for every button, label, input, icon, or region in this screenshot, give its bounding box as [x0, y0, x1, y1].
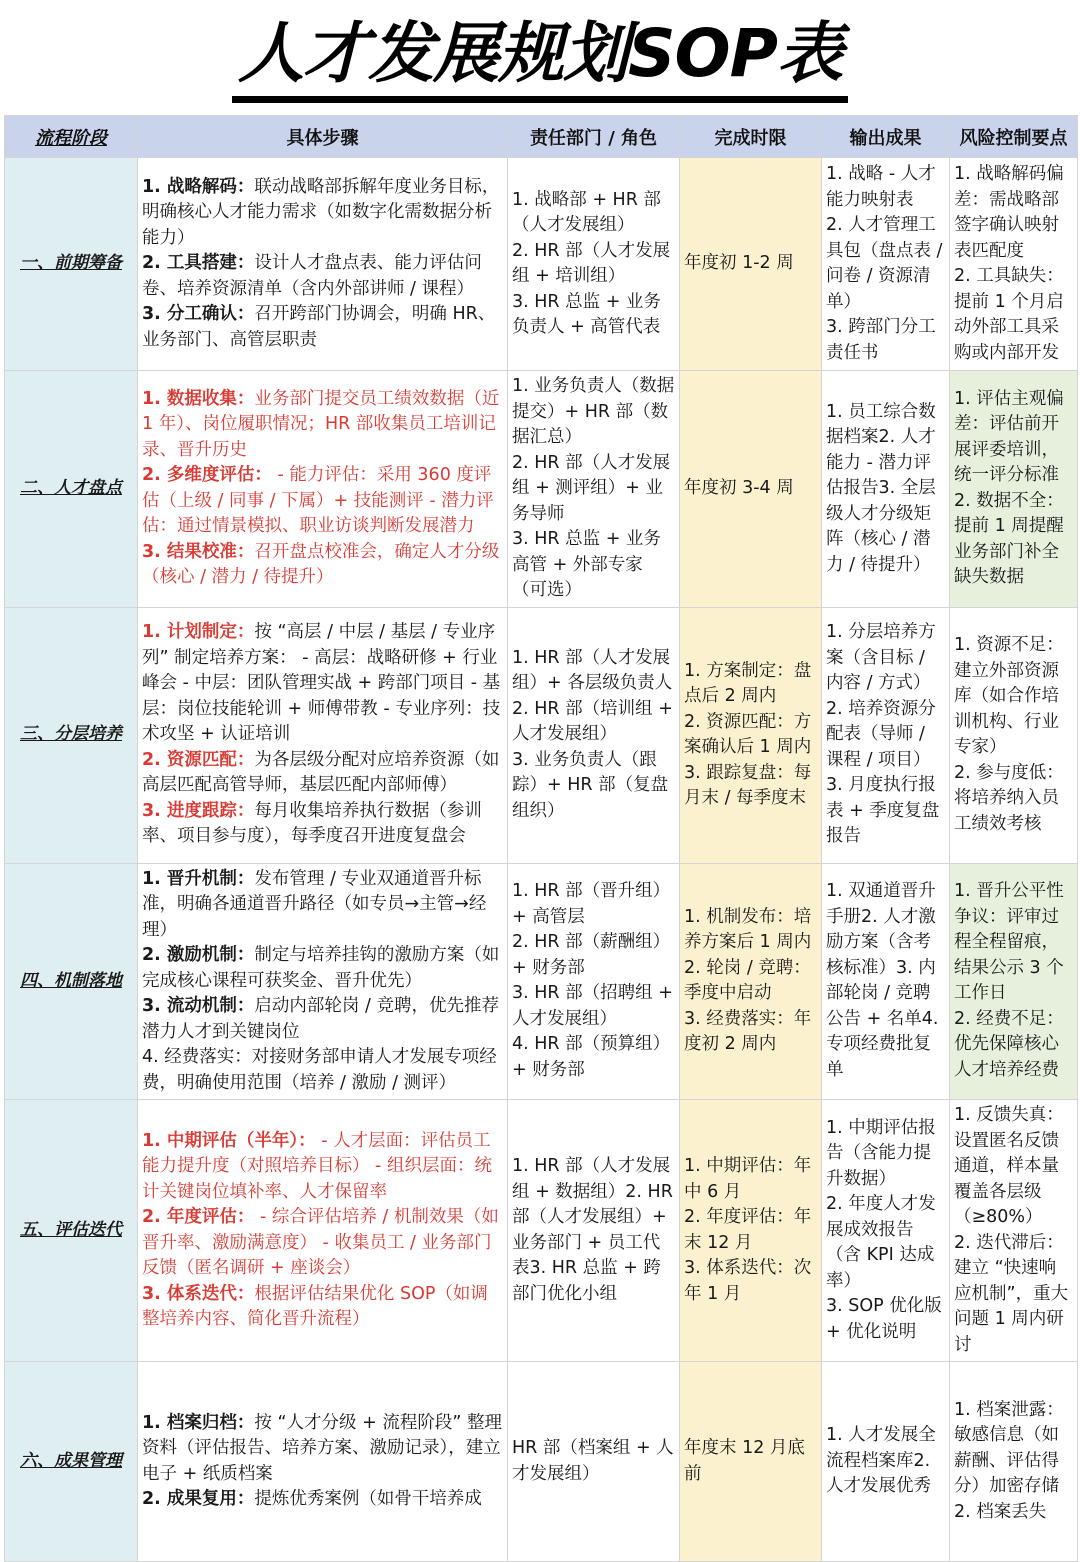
steps-cell: [138, 1100, 508, 1362]
risk-cell: [950, 158, 1078, 371]
step-item: [142, 1045, 503, 1096]
risk-item: 1. 档案泄露：敏感信息（如薪酬、评估得分）加密存储: [954, 1399, 1064, 1497]
time-item: 1. 中期评估：年中 6 月: [684, 1156, 812, 1202]
stage-cell: 一、前期筹备: [5, 158, 138, 371]
time-item: 3. 跟踪复盘：每月末 / 每季度末: [684, 762, 812, 808]
dept-cell: [508, 1362, 680, 1562]
table-row: [5, 371, 1078, 608]
risk-cell: [950, 607, 1078, 863]
step-text: 4. 经费落实：对接财务部申请人才发展专项经费，明确使用范围（培养 / 激励 / 测评）: [142, 1047, 497, 1093]
time-item: 1. 方案制定：盘点后 2 周内: [684, 660, 812, 706]
risk-cell: [950, 1362, 1078, 1562]
stage-cell: 五、评估迭代: [5, 1100, 138, 1362]
steps-cell: [138, 607, 508, 863]
dept-item: 2. HR 部（人才发展组 + 培训组）: [512, 240, 671, 286]
step-text: 启动内部轮岗 / 竞聘，优先推荐潜力人才到关键岗位: [142, 996, 499, 1042]
step-text: - 综合评估培养 / 机制效果（如晋升率、激励满意度） - 收集员工 / 业务部门反馈（匿名调研 + 座谈会）: [142, 1207, 499, 1278]
step-text: - 能力评估：采用 360 度评估（上级 / 同事 / 下属）+ 技能测评 - 潜力评估：通过情景模拟、职业访谈判断发展潜力: [142, 465, 494, 537]
time-item: 3. 经费落实：年度初 2 周内: [684, 1008, 812, 1055]
output-item: 1. 人才发展全流程档案库2. 人才发展优秀: [826, 1425, 936, 1497]
step-item: [142, 1411, 503, 1488]
risk-item: 1. 评估主观偏差：评估前开展评委培训，统一评分标准: [954, 388, 1064, 486]
output-item: 3. 跨部门分工责任书: [826, 317, 936, 363]
dept-cell: [508, 607, 680, 863]
steps-cell: [138, 1362, 508, 1562]
risk-item: 2. 档案丢失: [954, 1501, 1047, 1522]
dept-item: HR 部（档案组 + 人才发展组）: [512, 1438, 674, 1484]
header-risk: 风险控制要点: [950, 116, 1078, 158]
dept-cell: [508, 371, 680, 608]
time-item: 2. 资源匹配：方案确认后 1 周内: [684, 711, 812, 757]
stage-cell: 二、人才盘点: [5, 371, 138, 608]
step-item: [142, 540, 503, 591]
header-dept: 责任部门 / 角色: [508, 116, 680, 158]
steps-cell: [138, 158, 508, 371]
risk-cell: [950, 1100, 1078, 1362]
time-cell: [680, 371, 822, 608]
dept-item: 2. HR 部（人才发展组 + 测评组）+ 业务导师: [512, 452, 671, 524]
dept-item: 2. HR 部（培训组 + 人才发展组）: [512, 698, 673, 745]
time-item: 年度初 3-4 周: [684, 478, 794, 498]
dept-item: 3. HR 总监 + 业务负责人 + 高管代表: [512, 291, 661, 337]
step-item: [142, 1129, 503, 1206]
step-item: [142, 251, 503, 302]
output-cell: [822, 1362, 950, 1562]
step-item: [142, 748, 503, 799]
header-stage: 流程阶段: [5, 116, 138, 158]
output-item: 2. 人才管理工具包（盘点表 / 问卷 / 资源清单）: [826, 215, 943, 312]
output-cell: [822, 1100, 950, 1362]
step-label: 2. 工具搭建：: [142, 253, 255, 274]
header-row: [5, 116, 1078, 158]
output-cell: [822, 371, 950, 608]
stage-cell: 四、机制落地: [5, 863, 138, 1100]
step-text: 按 “高层 / 中层 / 基层 / 专业序列” 制定培养方案： - 高层：战略研修 + 行业峰会 - 中层：团队管理实战 + 跨部门项目 - 基层：岗位技能轮训 + 师傅带教 - 专业序列：技术攻坚 + 认证培训: [142, 622, 501, 745]
time-item: 年度初 1-2 周: [684, 253, 794, 274]
step-item: [142, 994, 503, 1045]
header-time: 完成时限: [680, 116, 822, 158]
output-item: 1. 中期评估报告（含能力提升数据）: [826, 1117, 936, 1189]
step-item: [142, 1487, 503, 1513]
step-label: 1. 中期评估（半年）：: [142, 1130, 316, 1151]
output-item: 1. 分层培养方案（含目标 / 内容 / 方式）: [826, 622, 936, 694]
step-label: 3. 结果校准：: [142, 541, 255, 562]
time-cell: [680, 1362, 822, 1562]
stage-cell: 三、分层培养: [5, 607, 138, 863]
risk-item: 2. 参与度低：将培养纳入员工绩效考核: [954, 762, 1064, 834]
dept-cell: [508, 158, 680, 371]
time-item: 2. 轮岗 / 竞聘：季度中启动: [684, 957, 811, 1004]
dept-cell: [508, 863, 680, 1100]
step-item: [142, 799, 503, 850]
output-item: 3. SOP 优化版 + 优化说明: [826, 1296, 942, 1342]
step-label: 2. 年度评估：: [142, 1207, 255, 1227]
risk-cell: [950, 863, 1078, 1100]
risk-item: 2. 经费不足：优先保障核心人才培养经费: [954, 1008, 1064, 1080]
table-body: [5, 158, 1078, 1562]
step-label: 1. 战略解码：: [142, 176, 255, 197]
step-item: [142, 302, 503, 353]
time-cell: [680, 607, 822, 863]
step-text: 召开盘点校准会，确定人才分级（核心 / 潜力 / 待提升）: [142, 541, 500, 588]
step-label: 1. 数据收集：: [142, 388, 255, 409]
header-steps: 具体步骤: [138, 116, 508, 158]
output-cell: [822, 607, 950, 863]
output-item: 1. 战略 - 人才能力映射表: [826, 164, 936, 210]
step-label: 3. 分工确认：: [142, 304, 255, 325]
step-text: 提炼优秀案例（如骨干培养成: [254, 1489, 482, 1509]
step-item: [142, 463, 503, 540]
step-label: 1. 晋升机制：: [142, 868, 255, 889]
table-row: [5, 158, 1078, 371]
output-cell: [822, 863, 950, 1100]
step-text: 为各层级分配对应培养资源（如高层匹配高管导师，基层匹配内部师傅）: [142, 749, 500, 796]
risk-item: 2. 数据不全：提前 1 周提醒业务部门补全缺失数据: [954, 490, 1064, 588]
risk-item: 1. 晋升公平性争议：评审过程全程留痕，结果公示 3 个工作日: [954, 881, 1064, 1004]
step-label: 2. 资源匹配：: [142, 749, 255, 770]
steps-cell: [138, 863, 508, 1100]
output-item: 2. 年度人才发展成效报告（含 KPI 达成率）: [826, 1194, 936, 1291]
dept-item: 1. 战略部 + HR 部（人才发展组）: [512, 189, 661, 235]
step-text: 每月收集培养执行数据（参训率、项目参与度），每季度召开进度复盘会: [142, 800, 482, 847]
step-item: [142, 1205, 503, 1282]
step-item: [142, 943, 503, 994]
step-text: 联动战略部拆解年度业务目标，明确核心人才能力需求（如数字化需数据分析能力）: [142, 176, 500, 248]
step-text: 设计人才盘点表、能力评估问卷、培养资源清单（含内外部讲师 / 课程）: [142, 253, 482, 299]
table-row: [5, 1100, 1078, 1362]
risk-item: 1. 战略解码偏差：需战略部签字确认映射表匹配度: [954, 164, 1064, 261]
dept-cell: [508, 1100, 680, 1362]
step-item: [142, 1282, 503, 1333]
time-cell: [680, 863, 822, 1100]
step-item: [142, 387, 503, 464]
step-text: 按 “人才分级 + 流程阶段” 整理资料（评估报告、培养方案、激励记录），建立电子 + 纸质档案: [142, 1412, 502, 1484]
step-text: - 人才层面：评估员工能力提升度（对照培养目标） - 组织层面：统计关键岗位填补率、人才保留率: [142, 1130, 492, 1202]
time-cell: [680, 1100, 822, 1362]
dept-item: 1. HR 部（晋升组）+ 高管层: [512, 881, 671, 927]
step-text: 根据评估结果优化 SOP（如调整培养内容、简化晋升流程）: [142, 1283, 488, 1329]
output-item: 2. 培养资源分配表（导师 / 课程 / 项目）: [826, 698, 936, 770]
step-item: [142, 867, 503, 944]
step-label: 1. 计划制定：: [142, 622, 255, 643]
step-label: 2. 激励机制：: [142, 945, 255, 965]
dept-item: 1. HR 部（人才发展组）+ 各层级负责人: [512, 647, 673, 694]
page-title: 人才发展规划SOP表: [232, 12, 848, 103]
time-item: 2. 年度评估：年末 12 月: [684, 1207, 812, 1253]
step-text: 召开跨部门协调会，明确 HR、业务部门、高管层职责: [142, 304, 496, 350]
step-text: 业务部门提交员工绩效数据（近 1 年）、岗位履职情况；HR 部收集员工培训记录、晋升历史: [142, 388, 500, 460]
risk-item: 2. 迭代滞后：建立 “快速响应机制”，重大问题 1 周内研讨: [954, 1232, 1069, 1355]
risk-item: 1. 资源不足：建立外部资源库（如合作培训机构、行业专家）: [954, 635, 1064, 757]
dept-item: 3. 业务负责人（跟踪）+ HR 部（复盘组织）: [512, 749, 669, 821]
risk-item: 2. 工具缺失：提前 1 个月启动外部工具采购或内部开发: [954, 266, 1064, 363]
time-item: 3. 体系迭代：次年 1 月: [684, 1258, 812, 1304]
table-row: [5, 1362, 1078, 1562]
output-item: 1. 员工综合数据档案2. 人才能力 - 潜力评估报告3. 全层级人才分级矩阵（核心 / 潜力 / 待提升）: [826, 401, 936, 575]
dept-item: 1. HR 部（人才发展组 + 数据组）2. HR 部（人才发展组）+ 业务部门 + 员工代表3. HR 总监 + 跨部门优化小组: [512, 1156, 673, 1304]
dept-item: 2. HR 部（薪酬组）+ 财务部: [512, 932, 671, 978]
step-label: 1. 档案归档：: [142, 1412, 255, 1433]
output-cell: [822, 158, 950, 371]
risk-item: 1. 反馈失真：设置匿名反馈通道，样本量覆盖各层级（≥80%）: [954, 1105, 1064, 1227]
stage-cell: 六、成果管理: [5, 1362, 138, 1562]
step-text: 制定与培养挂钩的激励方案（如完成核心课程可获奖金、晋升优先）: [142, 945, 500, 991]
time-cell: [680, 158, 822, 371]
output-item: 3. 月度执行报表 + 季度复盘报告: [826, 775, 940, 847]
table-row: [5, 863, 1078, 1100]
header-output: 输出成果: [822, 116, 950, 158]
step-label: 3. 体系迭代：: [142, 1283, 255, 1304]
table-row: [5, 607, 1078, 863]
time-item: 年度末 12 月底前: [684, 1438, 805, 1484]
step-label: 2. 成果复用：: [142, 1489, 255, 1509]
dept-item: 3. HR 部（招聘组 + 人才发展组）: [512, 983, 673, 1029]
risk-cell: [950, 371, 1078, 608]
dept-item: 3. HR 总监 + 业务高管 + 外部专家（可选）: [512, 529, 661, 600]
time-item: 1. 机制发布：培养方案后 1 周内: [684, 906, 812, 953]
title-area: [0, 0, 1080, 114]
step-label: 3. 进度跟踪：: [142, 800, 255, 821]
output-item: 1. 双通道晋升手册2. 人才激励方案（含考核标准）3. 内部轮岗 / 竞聘公告 + 名单4. 专项经费批复单: [826, 881, 939, 1080]
sop-table: [4, 115, 1078, 1562]
dept-item: 4. HR 部（预算组）+ 财务部: [512, 1034, 671, 1080]
dept-item: 1. 业务负责人（数据提交）+ HR 部（数据汇总）: [512, 376, 675, 447]
step-item: [142, 175, 503, 252]
step-label: 2. 多维度评估：: [142, 465, 272, 486]
step-label: 3. 流动机制：: [142, 996, 255, 1016]
step-item: [142, 620, 503, 748]
steps-cell: [138, 371, 508, 608]
step-text: 发布管理 / 专业双通道晋升标准，明确各通道晋升路径（如专员→主管→经理）: [142, 868, 487, 940]
